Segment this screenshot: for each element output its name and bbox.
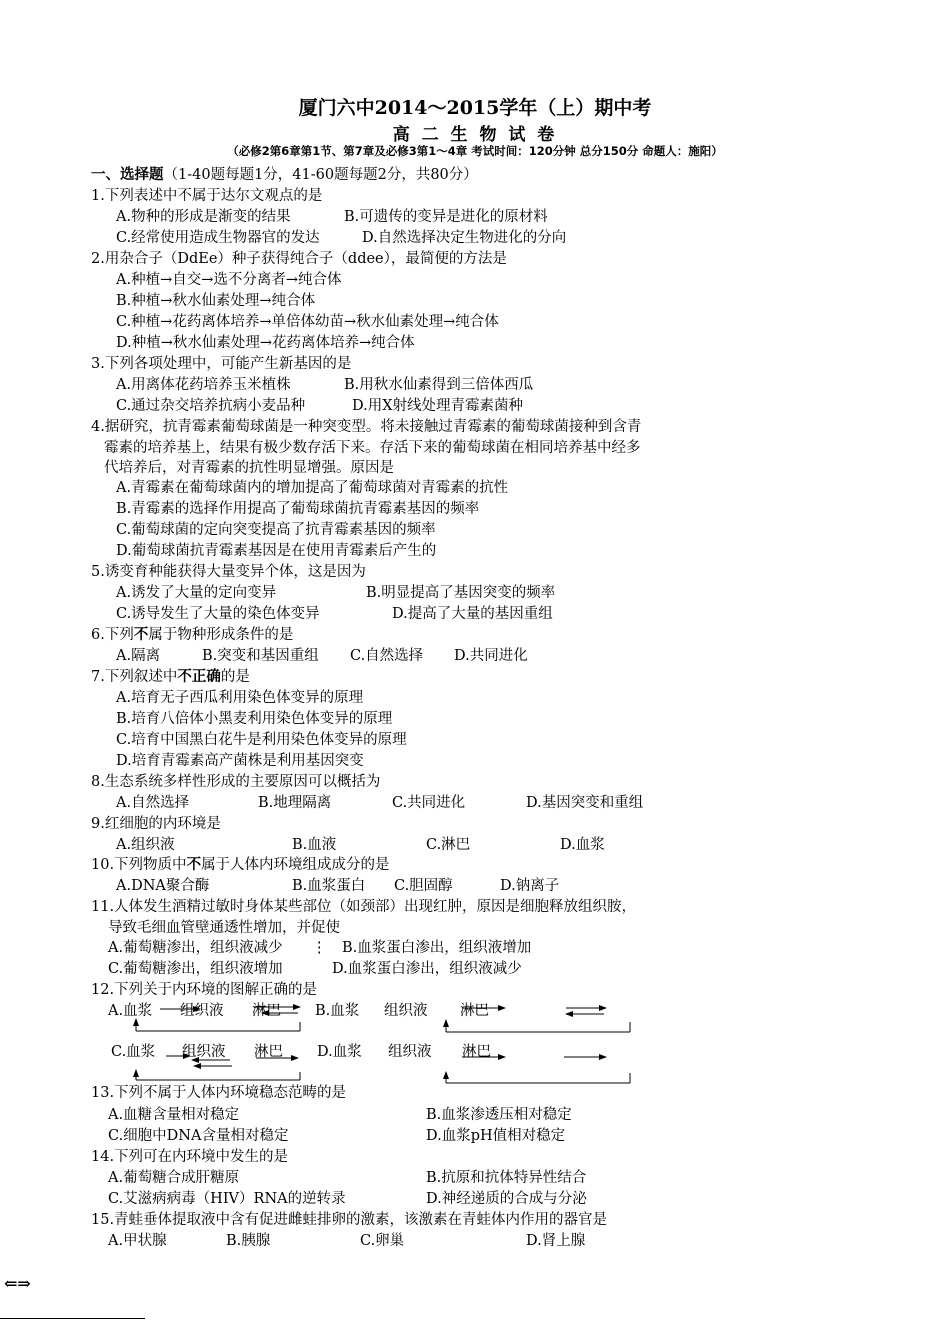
section-title: 一、选择题 (91, 166, 164, 183)
q1-option-d: D.自然选择决定生物进化的分向 (362, 230, 567, 246)
q12-a-tissue: 组织液 (180, 1003, 224, 1019)
q7-stem-pre: 7.下列叙述中 (91, 669, 178, 685)
q12-c-lymph: 淋巴 (254, 1044, 283, 1060)
q8-option-b: B.地理隔离 (258, 795, 332, 811)
footer-arrow-mark: ⇐⇒ (4, 1274, 31, 1293)
q10-option-a: A.DNA聚合酶 (116, 878, 210, 894)
q2-option-a: A.种植→自交→选不分离者→纯合体 (116, 272, 342, 288)
q3-option-a: A.用离体花药培养玉米植株 (116, 377, 291, 393)
q4-option-c: C.葡萄球菌的定向突变提高了抗青霉素基因的频率 (116, 522, 436, 538)
q11-separator: ⋮ (312, 940, 327, 956)
q6-option-d: D.共同进化 (454, 648, 528, 664)
q11-option-d: D.血浆蛋白渗出，组织液减少 (332, 961, 522, 977)
q8-option-d: D.基因突变和重组 (526, 795, 644, 811)
q4-option-b: B.青霉素的选择作用提高了葡萄球菌抗青霉素基因的频率 (116, 501, 480, 517)
q12-d-plasma: D.血浆 (317, 1044, 362, 1060)
q12-b-plasma: B.血浆 (315, 1003, 360, 1019)
footer-divider (0, 1318, 145, 1319)
q12-d-tissue: 组织液 (388, 1044, 432, 1060)
q15-option-d: D.肾上腺 (526, 1233, 586, 1249)
exam-title: 厦门六中2014～2015学年（上）期中考 (298, 97, 652, 119)
q10-option-b: B.血浆蛋白 (292, 878, 366, 894)
q7-stem-emphasis: 不正确 (177, 668, 221, 685)
q5-option-b: B.明显提高了基因突变的频率 (366, 585, 556, 601)
q6-stem-emphasis: 不 (133, 626, 149, 643)
q13-option-a: A.血糖含量相对稳定 (108, 1107, 240, 1123)
q6-option-a: A.隔离 (116, 648, 161, 664)
q12-stem: 12.下列关于内环境的图解正确的是 (91, 982, 318, 998)
q12-c-plasma: C.血浆 (111, 1044, 156, 1060)
q2-option-b: B.种植→秋水仙素处理→纯合体 (116, 293, 316, 309)
q13-stem: 13.下列不属于人体内环境稳态范畴的是 (91, 1085, 347, 1101)
exam-subtitle: 高 二 生 物 试 卷 (392, 125, 558, 145)
q13-option-c: C.细胞中DNA含量相对稳定 (108, 1128, 289, 1144)
q8-option-c: C.共同进化 (392, 795, 466, 811)
q6-option-c: C.自然选择 (350, 648, 424, 664)
q9-option-c: C.淋巴 (426, 837, 471, 853)
q14-stem: 14.下列可在内环境中发生的是 (91, 1149, 289, 1165)
q12-a-lymph: 淋巴 (252, 1003, 281, 1019)
q4-stem-line1: 4.据研究，抗青霉素葡萄球菌是一种突变型。将未接触过青霉素的葡萄球菌接种到含青 (91, 419, 642, 435)
q4-option-a: A.青霉素在葡萄球菌内的增加提高了葡萄球菌对青霉素的抗性 (116, 480, 509, 496)
q12-a-plasma: A.血浆 (108, 1003, 153, 1019)
q3-option-d: D.用X射线处理青霉素菌种 (352, 398, 524, 414)
q7-option-a: A.培育无子西瓜利用染色体变异的原理 (116, 690, 364, 706)
q7-stem (91, 667, 250, 687)
q11-option-c: C.葡萄糖渗出，组织液增加 (108, 961, 283, 977)
q2-option-c: C.种植→花药离体培养→单倍体幼苗→秋水仙素处理→纯合体 (116, 314, 499, 330)
q6-stem-pre: 6.下列 (91, 627, 134, 643)
q2-stem: 2.用杂合子（DdEe）种子获得纯合子（ddee），最简便的方法是 (91, 251, 507, 267)
q8-stem: 8.生态系统多样性形成的主要原因可以概括为 (91, 774, 381, 790)
q10-option-c: C.胆固醇 (394, 878, 453, 894)
q4-option-d: D.葡萄球菌抗青霉素基因是在使用青霉素后产生的 (116, 543, 437, 559)
q11-stem-line1: 11.人体发生酒精过敏时身体某些部位（如颈部）出现红肿，原因是细胞释放组织胺， (91, 899, 637, 915)
q13-option-d: D.血浆pH值相对稳定 (426, 1128, 566, 1144)
q12-d-lymph: 淋巴 (462, 1044, 491, 1060)
q5-option-d: D.提高了大量的基因重组 (392, 606, 553, 622)
section-note: （1-40题每题1分，41-60题每题2分，共80分） (163, 167, 478, 183)
q3-option-b: B.用秋水仙素得到三倍体西瓜 (344, 377, 534, 393)
q11-option-b: B.血浆蛋白渗出，组织液增加 (342, 940, 532, 956)
q10-stem (91, 855, 390, 875)
q12-b-lymph: 淋巴 (460, 1003, 489, 1019)
q7-option-b: B.培育八倍体小黑麦利用染色体变异的原理 (116, 711, 393, 727)
q10-stem-post: 属于人体内环境组成成分的是 (201, 857, 390, 873)
q4-stem-line2: 霉素的培养基上，结果有极少数存活下来。存活下来的葡萄球菌在相同培养基中经多 (104, 440, 641, 456)
section-heading (91, 165, 478, 185)
q9-option-d: D.血浆 (560, 837, 605, 853)
q9-stem: 9.红细胞的内环境是 (91, 816, 221, 832)
q1-option-b: B.可遗传的变异是进化的原材料 (344, 209, 548, 225)
q10-option-d: D.钠离子 (500, 878, 560, 894)
q4-stem-line3: 代培养后，对青霉素的抗性明显增强。原因是 (104, 460, 394, 476)
q7-stem-post: 的是 (220, 669, 250, 685)
q6-stem-post: 属于物种形成条件的是 (148, 627, 294, 643)
q8-option-a: A.自然选择 (116, 795, 190, 811)
q13-option-b: B.血浆渗透压相对稳定 (426, 1107, 572, 1123)
q14-option-c: C.艾滋病病毒（HIV）RNA的逆转录 (108, 1191, 346, 1207)
q14-option-b: B.抗原和抗体特异性结合 (426, 1170, 587, 1186)
q2-option-d: D.种植→秋水仙素处理→花药离体培养→纯合体 (116, 335, 415, 351)
exam-info: （必修2第6章第1节、第7章及必修3第1～4章 考试时间：120分钟 总分150分 命题人：施阳） (227, 144, 723, 158)
q6-option-b: B.突变和基因重组 (202, 648, 319, 664)
q3-option-c: C.通过杂交培养抗病小麦品种 (116, 398, 306, 414)
q3-stem: 3.下列各项处理中，可能产生新基因的是 (91, 356, 352, 372)
q15-option-a: A.甲状腺 (108, 1233, 167, 1249)
q15-option-c: C.卵巢 (360, 1233, 405, 1249)
q12-c-tissue: 组织液 (182, 1044, 226, 1060)
q5-option-c: C.诱导发生了大量的染色体变异 (116, 606, 320, 622)
q14-option-a: A.葡萄糖合成肝糖原 (108, 1170, 240, 1186)
q7-option-d: D.培育青霉素高产菌株是利用基因突变 (116, 753, 364, 769)
q15-stem: 15.青蛙垂体提取液中含有促进雌蛙排卵的激素，该激素在青蛙体内作用的器官是 (91, 1212, 608, 1228)
q10-stem-pre: 10.下列物质中 (91, 857, 187, 873)
q7-option-c: C.培育中国黑白花牛是利用染色体变异的原理 (116, 732, 407, 748)
q10-stem-emphasis: 不 (186, 856, 202, 873)
q11-stem-line2: 导致毛细血管壁通透性增加，并促使 (108, 920, 340, 936)
q5-stem: 5.诱变育种能获得大量变异个体，这是因为 (91, 564, 366, 580)
q1-option-a: A.物种的形成是渐变的结果 (116, 209, 291, 225)
q9-option-b: B.血液 (292, 837, 337, 853)
q6-stem (91, 625, 293, 645)
q1-option-c: C.经常使用造成生物器官的发达 (116, 230, 320, 246)
q9-option-a: A.组织液 (116, 837, 175, 853)
q11-option-a: A.葡萄糖渗出，组织液减少 (108, 940, 283, 956)
q12-b-tissue: 组织液 (384, 1003, 428, 1019)
q15-option-b: B.胰腺 (226, 1233, 271, 1249)
q5-option-a: A.诱发了大量的定向变异 (116, 585, 277, 601)
q14-option-d: D.神经递质的合成与分泌 (426, 1191, 587, 1207)
q1-stem: 1.下列表述中不属于达尔文观点的是 (91, 188, 323, 204)
